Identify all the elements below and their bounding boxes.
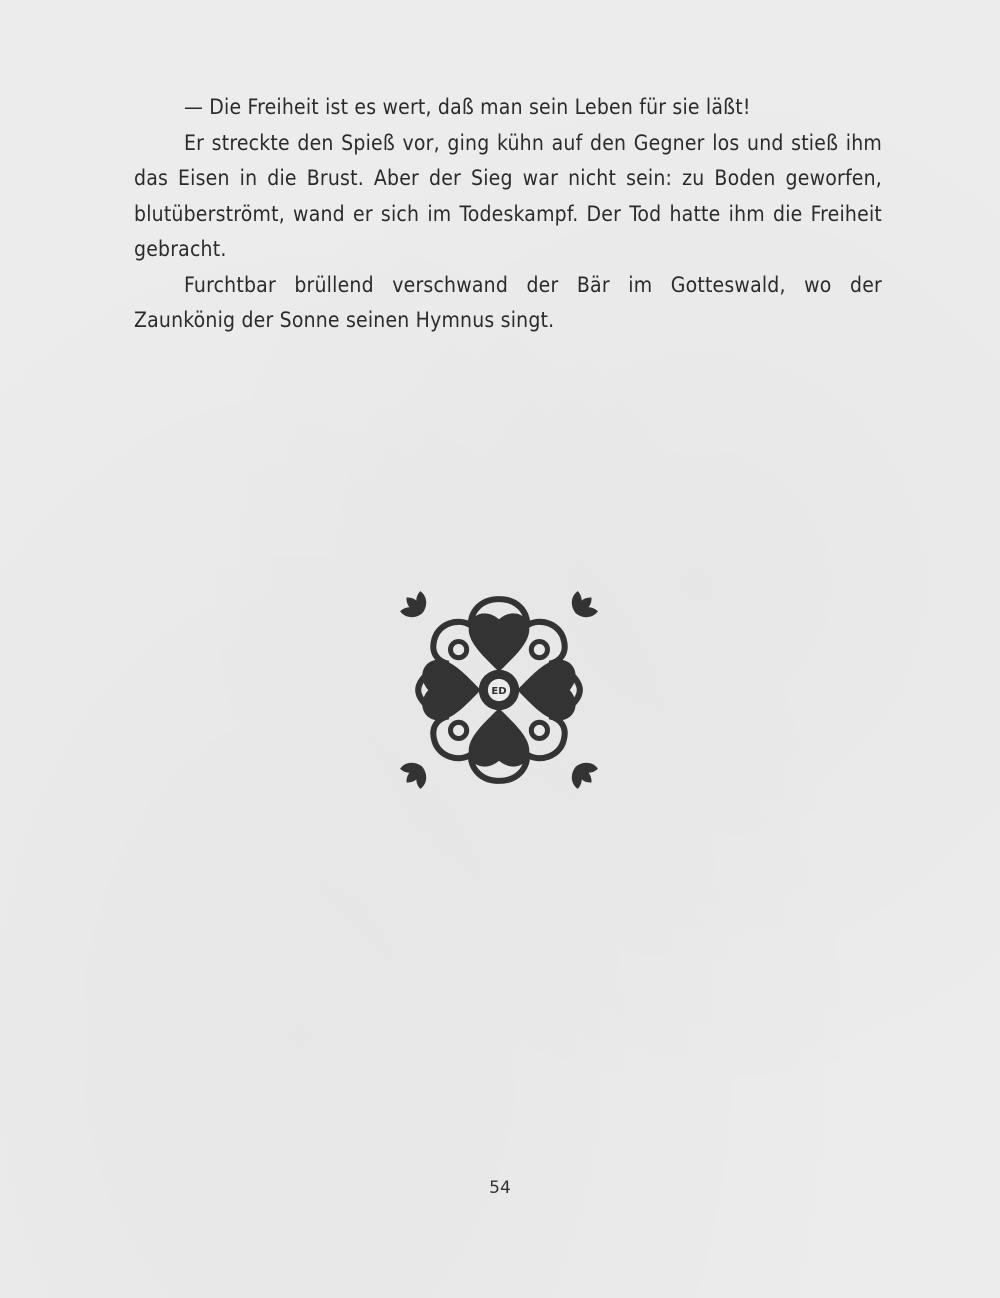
paragraph-3: Furchtbar brüllend verschwand der Bär im Gotteswald, wo der Zaunkönig der Sonne seinen Hymnus singt. — [134, 272, 882, 332]
floral-heart-ornament-icon — [398, 589, 600, 791]
ornament-monogram: ED — [491, 686, 507, 698]
body-text — [134, 90, 882, 339]
paragraph-1: — Die Freiheit ist es wert, daß man sein Leben für sie läßt! — [184, 95, 751, 119]
paragraph-2: Er streckte den Spieß vor, ging kühn auf den Gegner los und stieß ihm das Eisen in die Brust. Aber der Sieg war nicht sein: zu Boden geworfen, blutüberströmt, wand er sich im Todeskampf. Der Tod hatte ihm die Freiheit gebracht. — [134, 130, 882, 261]
page-number: 54 — [489, 1178, 511, 1198]
